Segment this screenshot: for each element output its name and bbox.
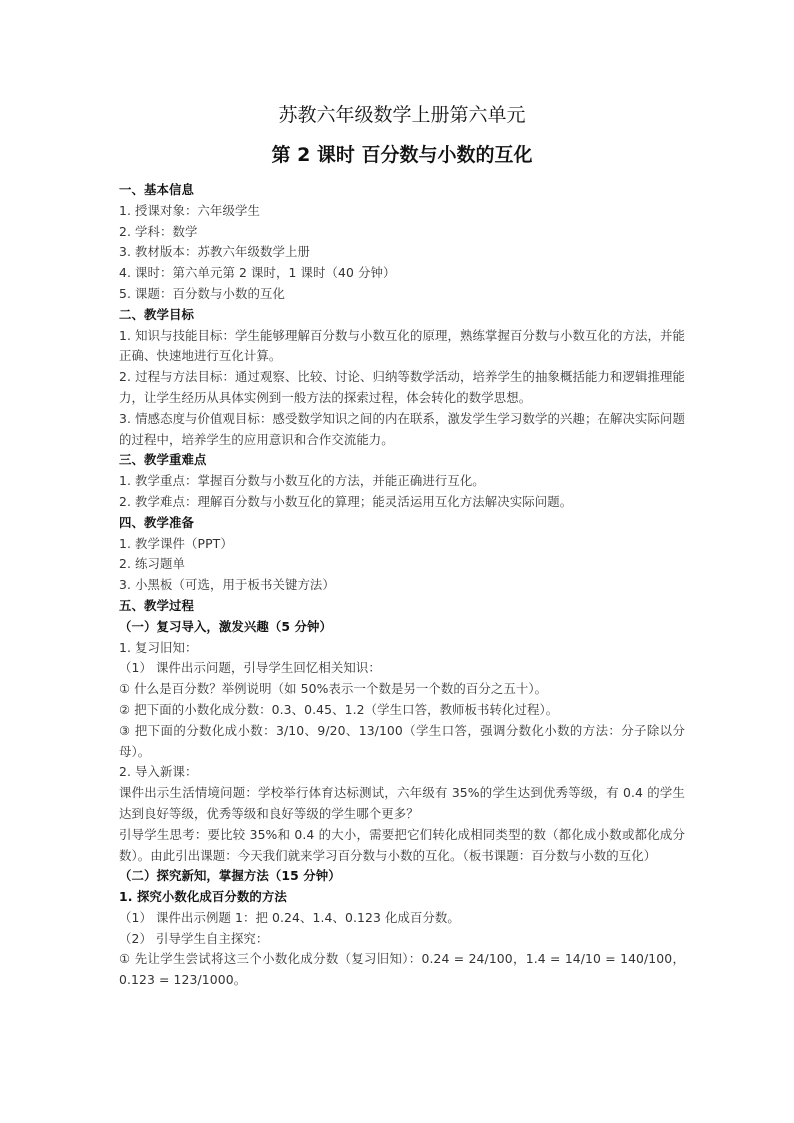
list-item: 1. 授课对象：六年级学生: [119, 202, 260, 218]
document-title: 苏教六年级数学上册第六单元: [278, 104, 526, 126]
section-heading-objectives: 二、教学目标: [119, 306, 194, 322]
list-item: ③ 把下面的分数化成小数：3/10、9/20、13/100（学生口答，强调分数化小数的方法：分子除以分母）。: [119, 722, 685, 759]
subsection-subheading: 1. 探究小数化成百分数的方法: [119, 889, 287, 905]
step-label: 1. 复习旧知：: [119, 639, 198, 655]
section-heading-preparation: 四、教学准备: [119, 514, 194, 530]
paragraph: 3. 情感态度与价值观目标：感受数学知识之间的内在联系，激发学生学习数学的兴趣；在解决实际问题的过程中，培养学生的应用意识和合作交流能力。: [119, 410, 685, 447]
step-label: 2. 导入新课：: [119, 764, 198, 780]
list-item: ② 把下面的小数化成分数：0.3、0.45、1.2（学生口答，教师板书转化过程）。: [119, 701, 559, 717]
list-item: 1. 教学重点：掌握百分数与小数互化的方法，并能正确进行互化。: [119, 473, 485, 489]
list-item: ① 先让学生尝试将这三个小数化成分数（复习旧知）：0.24 = 24/100，1.4 = 14/10 = 140/100，0.123 = 123/1000。: [119, 951, 685, 988]
paragraph: 引导学生思考：要比较 35%和 0.4 的大小，需要把它们转化成相同类型的数（都化成小数或都化成分数）。由此引出课题：今天我们就来学习百分数与小数的互化。（板书课题：百分数与小数的互化）: [119, 826, 685, 863]
paragraph: 课件出示生活情境问题：学校举行体育达标测试，六年级有 35%的学生达到优秀等级，有 0.4 的学生达到良好等级，优秀等级和良好等级的学生哪个更多？: [119, 785, 685, 821]
paragraph: 2. 过程与方法目标：通过观察、比较、讨论、归纳等数学活动，培养学生的抽象概括能力和逻辑推理能力，让学生经历从具体实例到一般方法的探索过程，体会转化的数学思想。: [119, 369, 685, 405]
list-item: 2. 学科：数学: [119, 223, 198, 239]
list-item: 2. 练习题单: [119, 556, 186, 572]
section-heading-process: 五、教学过程: [119, 597, 194, 613]
step-intro: （1） 课件出示问题，引导学生回忆相关知识：: [119, 660, 381, 676]
subsection-heading-review: （一）复习导入，激发兴趣（5 分钟）: [119, 618, 332, 634]
paragraph: 1. 知识与技能目标：学生能够理解百分数与小数互化的原理，熟练掌握百分数与小数互化的方法，并能正确、快速地进行互化计算。: [119, 327, 685, 364]
list-item: ① 什么是百分数？举例说明（如 50%表示一个数是另一个数的百分之五十）。: [119, 681, 548, 697]
list-item: （1） 课件出示例题 1：把 0.24、1.4、0.123 化成百分数。: [119, 909, 460, 925]
document-subtitle: 第 2 课时 百分数与小数的互化: [271, 144, 533, 166]
list-item: 4. 课时：第六单元第 2 课时，1 课时（40 分钟）: [119, 265, 396, 281]
document-page: [119, 98, 685, 991]
section-heading-key-points: 三、教学重难点: [119, 452, 207, 468]
list-item: 1. 教学课件（PPT）: [119, 535, 233, 551]
section-heading-basic-info: 一、基本信息: [119, 182, 194, 197]
list-item: 2. 教学难点：理解百分数与小数互化的算理；能灵活运用互化方法解决实际问题。: [119, 493, 573, 509]
list-item: 5. 课题：百分数与小数的互化: [119, 285, 285, 301]
list-item: （2） 引导学生自主探究：: [119, 930, 269, 946]
list-item: 3. 教材版本：苏教六年级数学上册: [119, 244, 310, 260]
list-item: 3. 小黑板（可选，用于板书关键方法）: [119, 577, 335, 593]
subsection-heading-explore: （二）探究新知，掌握方法（15 分钟）: [119, 868, 341, 884]
